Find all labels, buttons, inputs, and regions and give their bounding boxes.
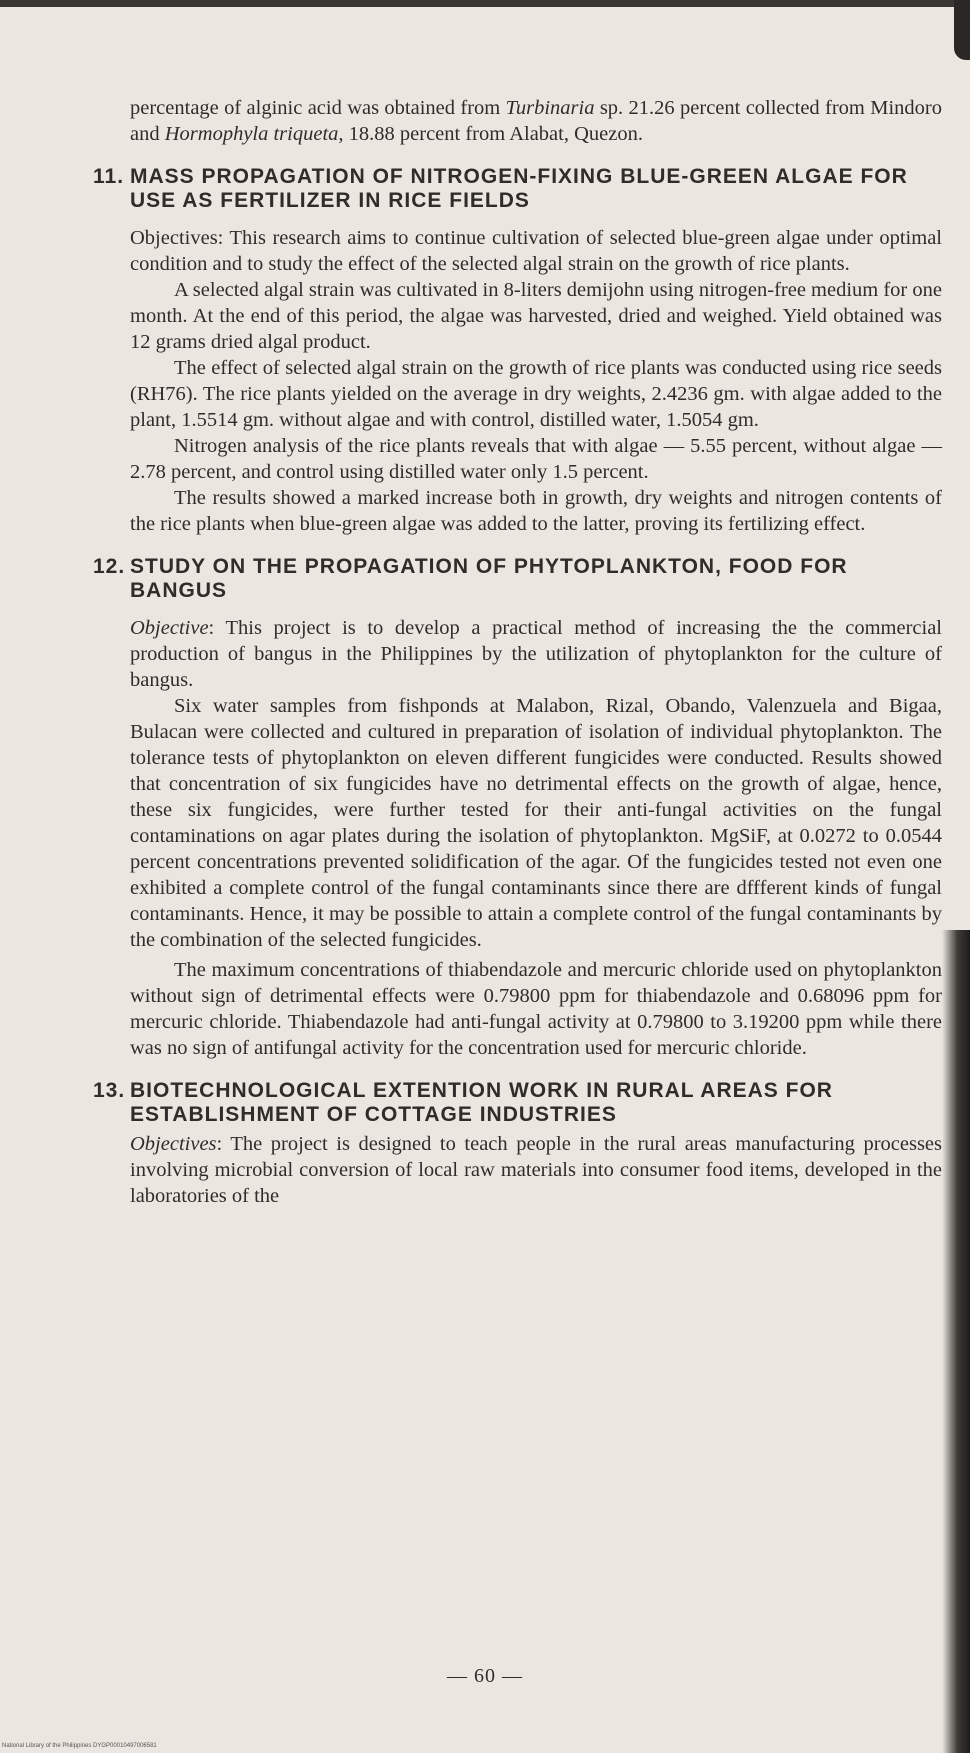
intro-text-2: sp. 21.26 percent collected from Mindoro and <box>130 97 942 145</box>
section-11 <box>93 165 942 537</box>
intro-text-3: , 18.88 percent from Alabat, Quezon. <box>338 123 643 145</box>
section-12-objective <box>130 615 942 693</box>
scan-corner-shadow <box>954 0 970 60</box>
library-credit: National Library of the Philippines DYGP00010497006581 <box>2 1743 157 1749</box>
section-11-paragraph-4: Nitrogen analysis of the rice plants reveals that with algae — 5.55 percent, without algae — 2.78 percent, and control using distilled water only 1.5 percent. <box>130 435 942 483</box>
section-11-number: 11. <box>93 165 125 188</box>
section-13 <box>93 1079 942 1209</box>
section-12-title: STUDY ON THE PROPAGATION OF PHYTOPLANKTON, FOOD FOR BANGUS <box>130 555 848 602</box>
document-page <box>93 95 942 1209</box>
species-hormophyla: Hormophyla triqueta <box>164 123 339 145</box>
section-11-objectives: Objectives: This research aims to continue cultivation of selected blue-green algae under optimal condition and to study the effect of the selected algal strain on the growth of rice plants. <box>130 227 942 275</box>
section-12-objective-text: : This project is to develop a practical method of increasing the the commercial production of bangus in the Philippines by the utilization of phytoplankton for the culture of bangus. <box>130 617 942 691</box>
intro-text-1: percentage of alginic acid was obtained from <box>130 97 506 119</box>
section-12 <box>93 555 942 1061</box>
section-11-heading <box>93 165 942 213</box>
section-11-paragraph-2: A selected algal strain was cultivated in 8-liters demijohn using nitrogen-free medium for one month. At the end of this period, the algae was harvested, dried and weighed. Yield obtained was 12 grams dried algal product. <box>130 279 942 353</box>
intro-paragraph <box>130 95 942 147</box>
section-13-title: BIOTECHNOLOGICAL EXTENTION WORK IN RURAL AREAS FOR ESTABLISHMENT OF COTTAGE INDUSTRIES <box>130 1079 833 1126</box>
section-12-heading <box>93 555 942 603</box>
objectives-label: Objectives <box>130 1133 217 1155</box>
page-number: — 60 — <box>447 1665 523 1687</box>
section-13-number: 13. <box>93 1079 126 1102</box>
scan-top-border <box>0 0 970 7</box>
section-12-paragraph-3: The maximum concentrations of thiabendazole and mercuric chloride used on phytoplankton without sign of detrimental effects were 0.79800 ppm for thiabendazole and 0.68096 ppm for mercuric chloride. Thiabendazole had anti-fungal activity at 0.79800 to 3.19200 ppm while there was no sign of antifungal activity for the concentration used for mercuric chloride. <box>130 959 942 1059</box>
section-12-number: 12. <box>93 555 126 578</box>
section-11-paragraph-3: The effect of selected algal strain on the growth of rice plants was conducted using rice seeds (RH76). The rice plants yielded on the average in dry weights, 2.4236 gm. with algae added to the plant, 1.5514 gm. without algae and with control, distilled water, 1.5054 gm. <box>130 357 942 431</box>
scan-binding-shadow <box>942 930 970 1753</box>
section-13-heading <box>93 1079 942 1127</box>
section-11-title: MASS PROPAGATION OF NITROGEN-FIXING BLUE-GREEN ALGAE FOR USE AS FERTILIZER IN RICE FIELDS <box>130 165 908 212</box>
section-13-objectives <box>130 1131 942 1209</box>
objective-label: Objective <box>130 617 209 639</box>
section-13-objectives-text: : The project is designed to teach people in the rural areas manufacturing processes involving microbial conversion of local raw materials into consumer food items, developed in the laboratories of the <box>130 1133 942 1207</box>
species-turbinaria: Turbinaria <box>505 97 595 119</box>
section-11-paragraph-5: The results showed a marked increase both in growth, dry weights and nitrogen contents of the rice plants when blue-green algae was added to the latter, proving its fertilizing effect. <box>130 487 942 535</box>
section-12-paragraph-2: Six water samples from fishponds at Malabon, Rizal, Obando, Valenzuela and Bigaa, Bulacan were collected and cultured in preparation of isolation of individual phytoplankton. The tolerance tests of phytoplankton on eleven different fungicides were conducted. Results showed that concentration of six fungicides have no detrimental effects on the growth of algae, hence, these six fungicides, were further tested for their anti-fungal activities on the fungal contaminations on agar plates during the isolation of phytoplankton. MgSiF, at 0.0272 to 0.0544 percent concentrations prevented solidification of the agar. Of the fungicides tested not even one exhibited a complete control of the fungal contaminants since there are dffferent kinds of fungal contaminants. Hence, it may be possible to attain a complete control of the fungal contaminants by the combination of the selected fungicides. <box>130 695 942 951</box>
